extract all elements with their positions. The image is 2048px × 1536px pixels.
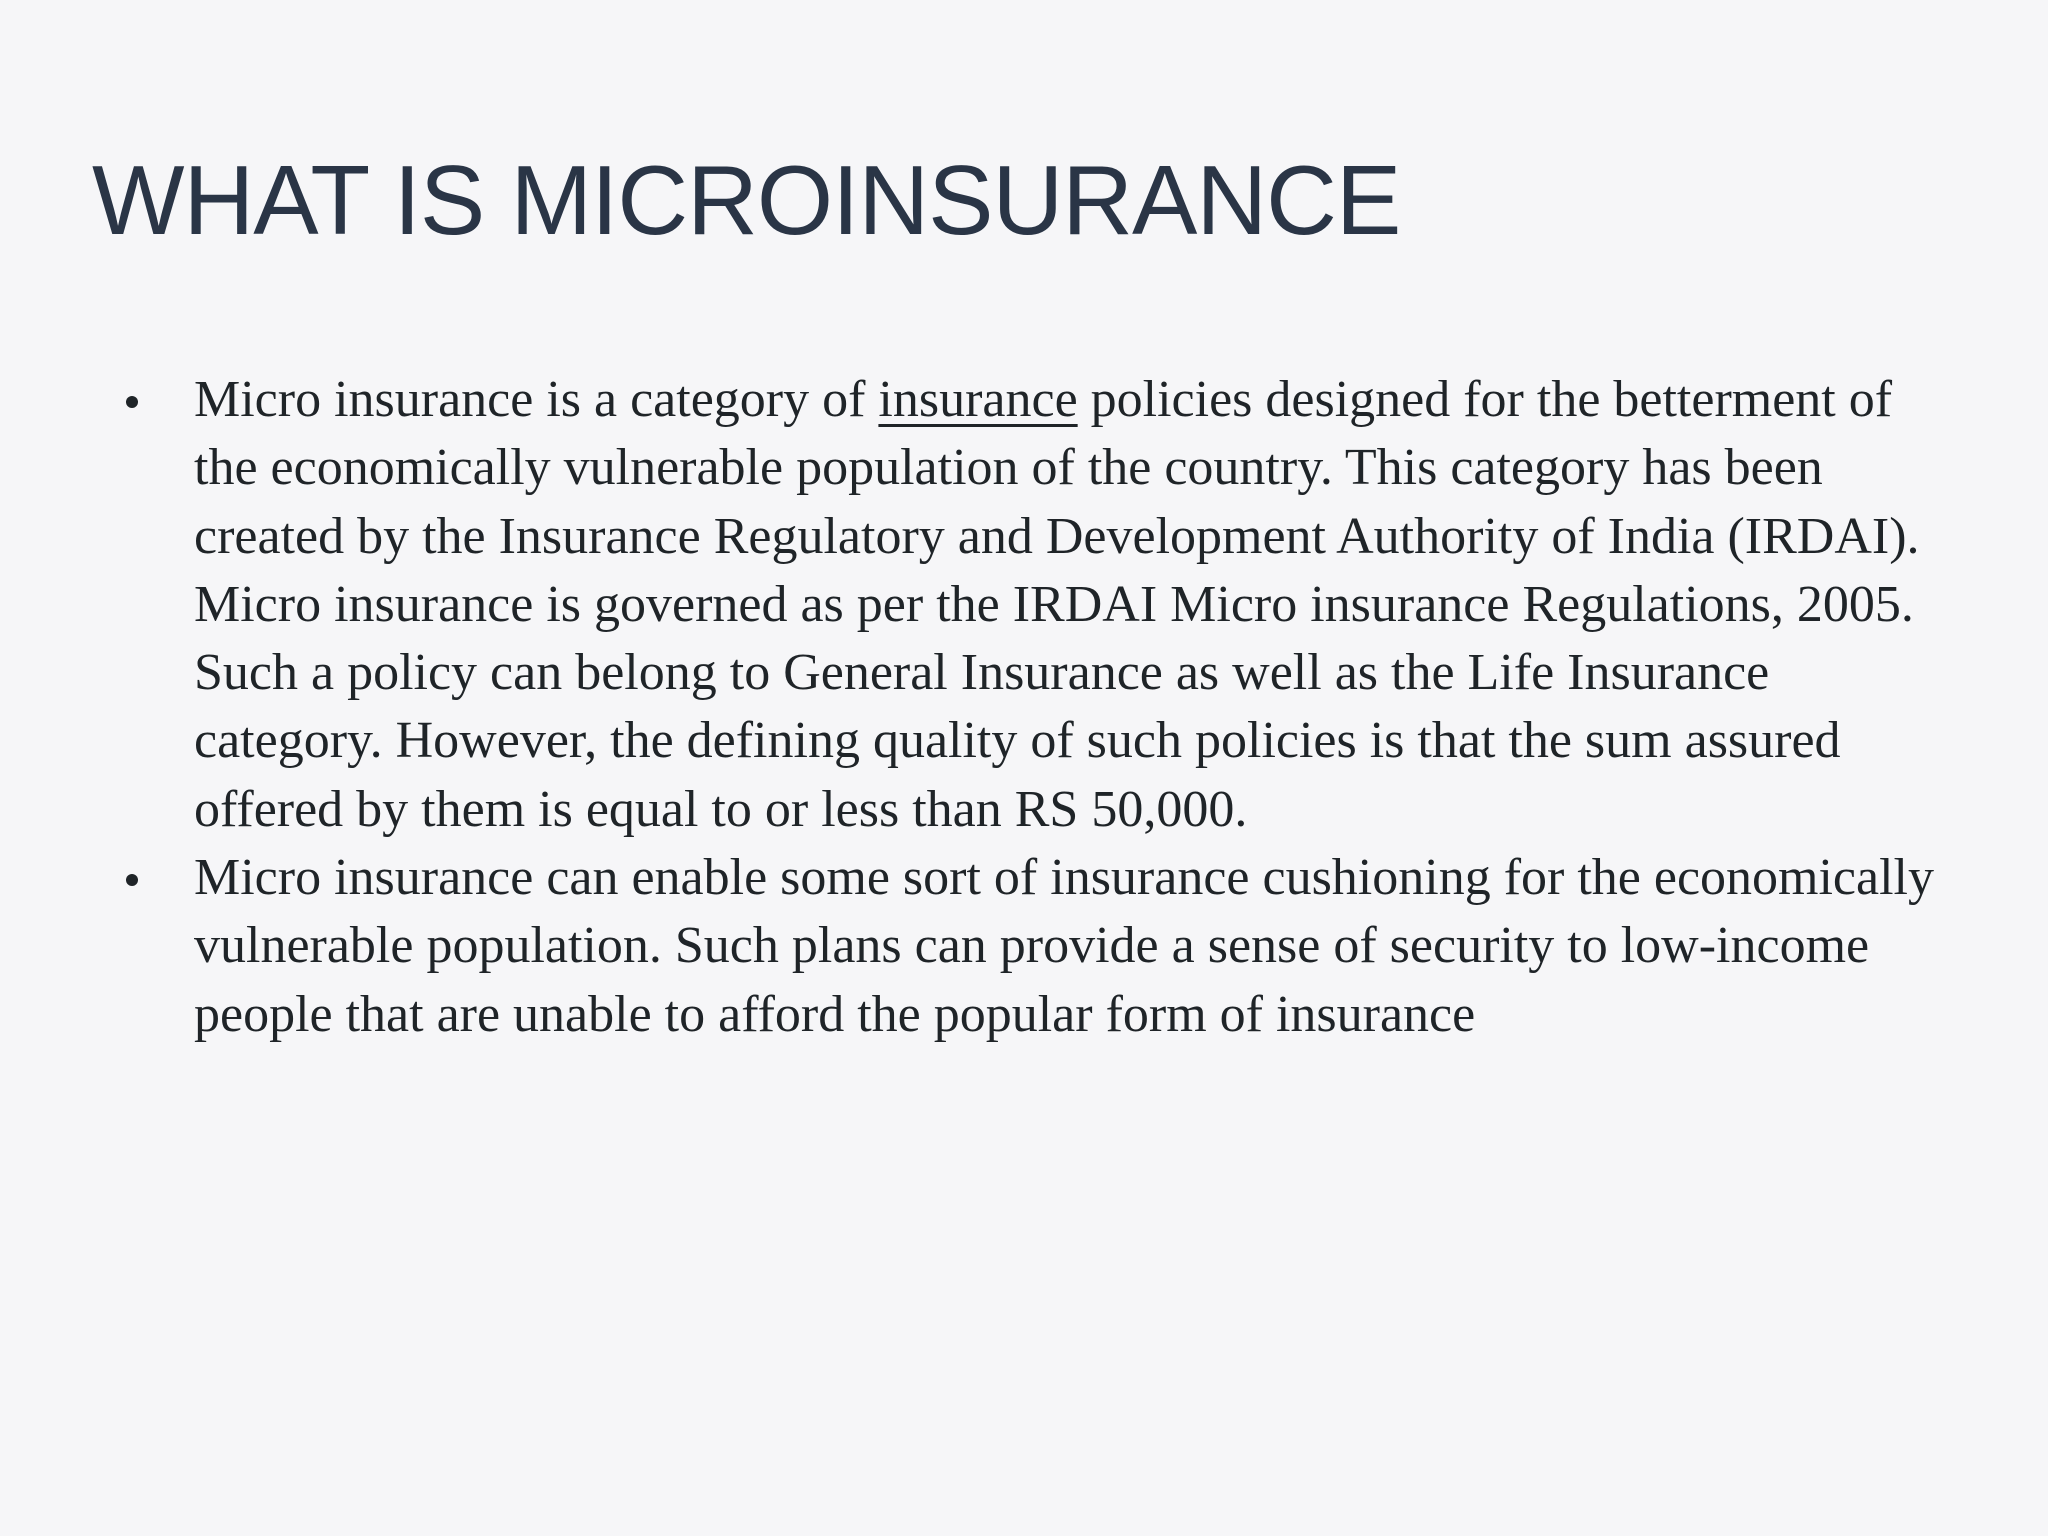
bullet-list: [120, 366, 1960, 1049]
insurance-link[interactable]: insurance: [878, 371, 1078, 428]
bullet-text: Micro insurance can enable some sort of insurance cushioning for the economically vulnerable population. Such plans can provide a sense of security to low-income people that are unable to afford the popular form of insurance: [194, 849, 1934, 1043]
bullet-text-before-link: Micro insurance is a category of: [194, 371, 879, 428]
bullet-text-after-link: policies designed for the betterment of the economically vulnerable population of the country. This category has been created by the Insurance Regulatory and Development Authority of India (IRDAI). Micro insurance is governed as per the IRDAI Micro insurance Regulations, 2005. Such a policy can belong to General Insurance as well as the Life Insurance category. However, the defining quality of such policies is that the sum assured offered by them is equal to or less than RS 50,000.: [194, 371, 1920, 838]
slide-title: WHAT IS MICROINSURANCE: [92, 145, 1401, 255]
bullet-dot-icon: [126, 396, 138, 408]
bullet-dot-icon: [126, 874, 138, 886]
bullet-item-definition: [120, 366, 1960, 844]
bullet-item-benefit: [120, 844, 1960, 1049]
